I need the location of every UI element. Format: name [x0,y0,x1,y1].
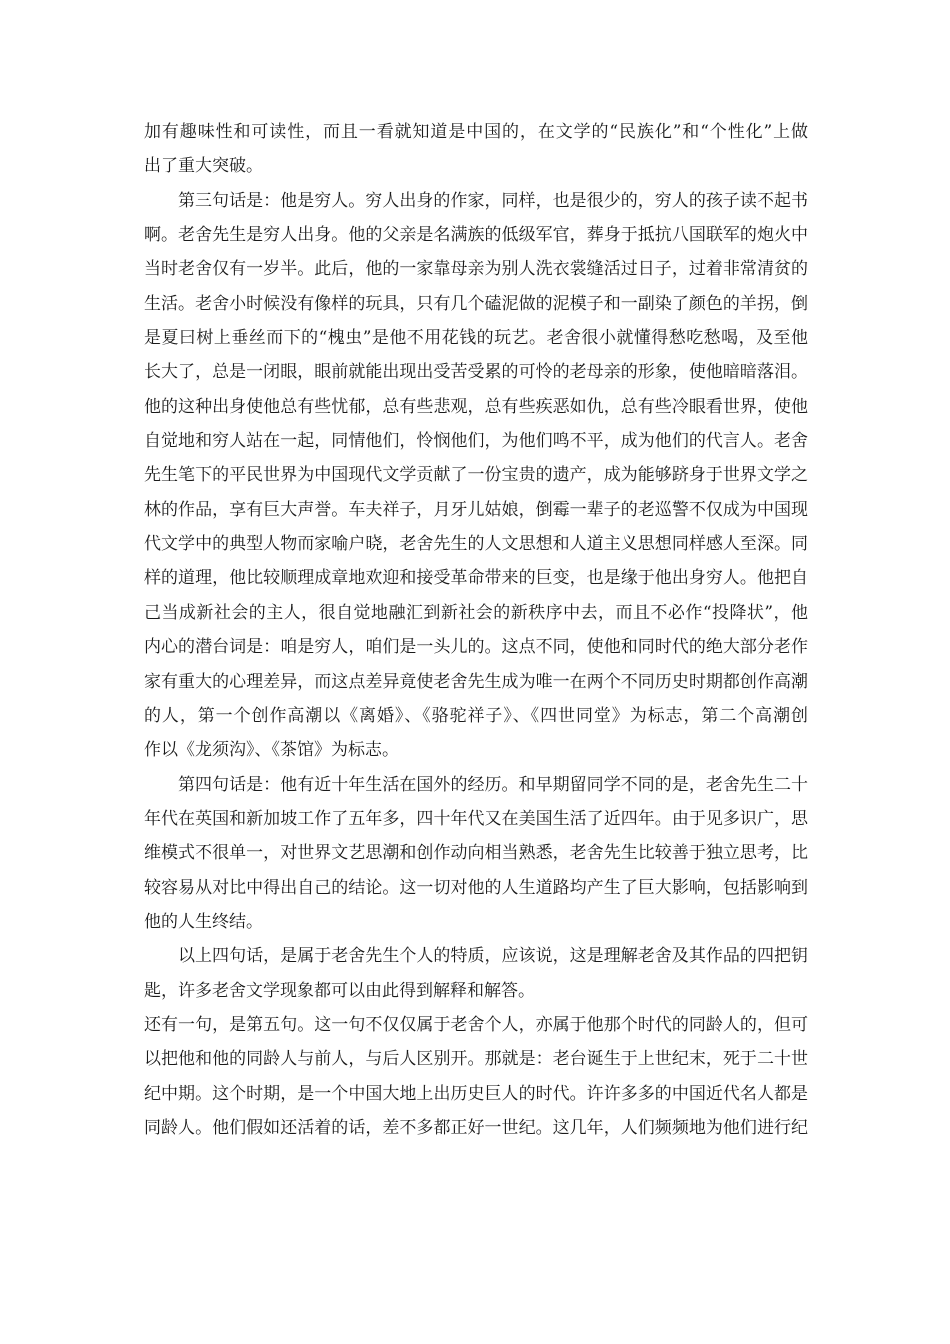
paragraph-5 [144,1008,808,1145]
text-line: 林的作品，享有巨大声誉。车夫祥子，月牙儿姑娘，倒霉一辈子的老巡警不仅成为中国现 [144,499,808,520]
text-line: 出了重大突破。 [144,156,263,177]
text-line: 维模式不很单一，对世界文艺思潮和创作动向相当熟悉，老舍先生比较善于独立思考，比 [144,843,808,864]
paragraph-3 [144,768,808,940]
text-line: 较容易从对比中得出自己的结论。这一切对他的人生道路均产生了巨大影响，包括影响到 [144,877,808,898]
text-line: 是夏曰树上垂丝而下的“槐虫”是他不用花钱的玩艺。老舍很小就懂得愁吃愁喝，及至他 [144,328,808,349]
text-line: 同龄人。他们假如还活着的话，差不多都正好一世纪。这几年，人们频频地为他们进行纪 [144,1117,808,1138]
text-line: 当时老舍仅有一岁半。此后，他的一家靠母亲为别人洗衣裳缝活过日子，过着非常清贫的 [144,259,808,280]
text-line: 作以《龙须沟》、《茶馆》为标志。 [144,740,399,761]
paragraph-1 [144,115,808,184]
text-line: 以把他和他的同龄人与前人，与后人区别开。那就是：老台诞生于上世纪末，死于二十世 [144,1049,808,1070]
text-line: 第三句话是：他是穷人。穷人出身的作家，同样，也是很少的，穷人的孩子读不起书 [178,190,808,211]
text-line: 长大了，总是一闭眼，眼前就能出现出受苦受累的可怜的老母亲的形象，使他暗暗落泪。 [144,362,808,383]
text-line: 纪中期。这个时期，是一个中国大地上出历史巨人的时代。许许多多的中国近代名人都是 [144,1083,808,1104]
text-line: 内心的潜台词是：咱是穷人，咱们是一头儿的。这点不同，使他和同时代的绝大部分老作 [144,637,808,658]
text-line: 他的人生终结。 [144,911,263,932]
text-line: 先生笔下的平民世界为中国现代文学贡献了一份宝贵的遗产，成为能够跻身于世界文学之 [144,465,808,486]
text-line: 以上四句话，是属于老舍先生个人的特质，应该说，这是理解老舍及其作品的四把钥 [178,946,808,967]
text-line: 己当成新社会的主人，很自觉地融汇到新社会的新秩序中去，而且不必作“投降状”，他 [144,602,808,623]
text-line: 自觉地和穷人站在一起，同情他们，怜悯他们，为他们鸣不平，成为他们的代言人。老舍 [144,431,808,452]
document-page [144,115,808,1145]
text-line: 还有一句，是第五句。这一句不仅仅属于老舍个人，亦属于他那个时代的同龄人的，但可 [144,1014,808,1035]
text-line: 第四句话是：他有近十年生活在国外的经历。和早期留同学不同的是，老舍先生二十 [178,774,808,795]
text-line: 家有重大的心理差异，而这点差异竟使老舍先生成为唯一在两个不同历史时期都创作高潮 [144,671,808,692]
paragraph-4 [144,939,808,1008]
text-line: 他的这种出身使他总有些忧郁，总有些悲观，总有些疾恶如仇，总有些冷眼看世界，使他 [144,396,808,417]
text-line: 加有趣味性和可读性，而且一看就知道是中国的，在文学的“民族化”和“个性化”上做 [144,122,808,142]
text-line: 年代在英国和新加坡工作了五年多，四十年代又在美国生活了近四年。由于见多识广，思 [144,808,808,829]
text-line: 匙，许多老舍文学现象都可以由此得到解释和解答。 [144,980,535,1001]
text-line: 代文学中的典型人物而家喻户晓，老舍先生的人文思想和人道主义思想同样感人至深。同 [144,534,808,555]
text-line: 样的道理，他比较顺理成章地欢迎和接受革命带来的巨变，也是缘于他出身穷人。他把自 [144,568,808,589]
text-line: 啊。老舍先生是穷人出身。他的父亲是名满族的低级军官，葬身于抵抗八国联军的炮火中 [144,225,808,246]
text-line: 的人，第一个创作高潮以《离婚》、《骆驼祥子》、《四世同堂》为标志，第二个高潮创 [144,705,808,726]
paragraph-2 [144,184,808,768]
text-line: 生活。老舍小时候没有像样的玩具，只有几个磕泥做的泥模子和一副染了颜色的羊拐，倒 [144,293,808,314]
